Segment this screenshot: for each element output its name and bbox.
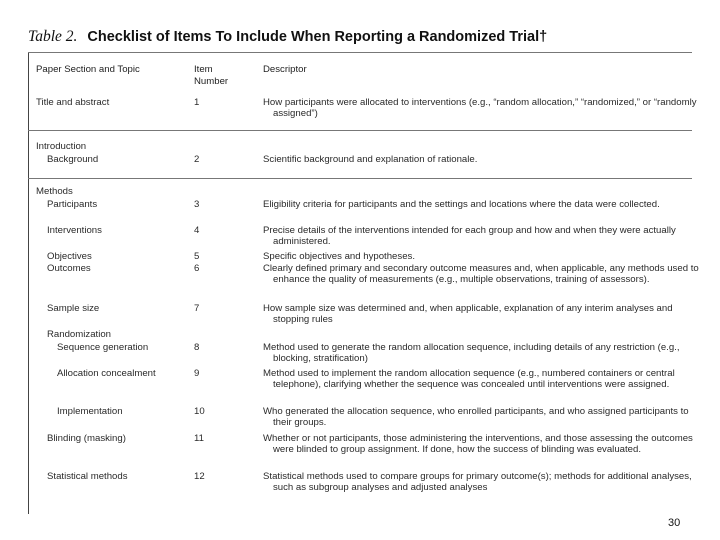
row-item: 11 xyxy=(194,433,204,444)
table-title xyxy=(28,28,547,46)
row-descriptor: Method used to generate the random allocation sequence, including details of any restriction (e.g., blocking, stratification) xyxy=(263,342,680,364)
section-introduction: Introduction xyxy=(36,141,87,152)
row-topic: Objectives xyxy=(47,251,92,262)
row-item: 12 xyxy=(194,471,205,482)
row-descriptor: Specific objectives and hypotheses. xyxy=(263,251,415,262)
row-item: 7 xyxy=(194,303,200,314)
row-item: 1 xyxy=(194,97,200,108)
header-section-topic: Paper Section and Topic xyxy=(36,64,140,75)
table-number: Table 2. xyxy=(28,28,78,45)
row-topic: Title and abstract xyxy=(36,97,110,108)
row-topic: Interventions xyxy=(47,225,102,236)
row-descriptor: Precise details of the interventions intended for each group and how and when they were actually administered. xyxy=(263,225,676,247)
row-item: 9 xyxy=(194,368,200,379)
row-item: 8 xyxy=(194,342,200,353)
table-left-border xyxy=(28,52,29,514)
row-item: 6 xyxy=(194,263,200,274)
row-descriptor: Statistical methods used to compare groups for primary outcome(s); methods for additional analyses, such as subgroup analyses and adjusted analyses xyxy=(263,471,692,493)
row-descriptor: Who generated the allocation sequence, who enrolled participants, and who assigned participants to their groups. xyxy=(263,406,689,428)
row-topic: Participants xyxy=(47,199,98,210)
row-descriptor: Scientific background and explanation of rationale. xyxy=(263,154,478,165)
row-descriptor: Method used to implement the random allocation sequence (e.g., numbered containers or central telephone), clarifying whether the sequence was concealed until interventions were assigned. xyxy=(263,368,675,390)
header-item-number-line2: Number xyxy=(194,76,229,87)
header-item-number-line1: Item xyxy=(194,64,213,75)
row-topic: Outcomes xyxy=(47,263,91,274)
row-topic: Sample size xyxy=(47,303,100,314)
row-descriptor: How sample size was determined and, when applicable, explanation of any interim analyses and stopping rules xyxy=(263,303,673,325)
table-title-text: Checklist of Items To Include When Reporting a Randomized Trial† xyxy=(87,29,548,45)
row-item: 5 xyxy=(194,251,200,262)
page-number: 30 xyxy=(668,517,681,529)
section-methods: Methods xyxy=(36,186,73,197)
section-randomization: Randomization xyxy=(47,329,111,340)
row-topic: Allocation concealment xyxy=(57,368,156,379)
header-descriptor: Descriptor xyxy=(263,64,307,75)
row-topic: Blinding (masking) xyxy=(47,433,126,444)
row-descriptor: Clearly defined primary and secondary outcome measures and, when applicable, any methods used to enhance the quality of measurements (e.g., multiple observations, training of assessors). xyxy=(263,263,699,285)
row-topic: Implementation xyxy=(57,406,123,417)
section-rule-introduction xyxy=(28,130,692,131)
row-item: 10 xyxy=(194,406,205,417)
row-item: 2 xyxy=(194,154,200,165)
row-descriptor: Eligibility criteria for participants and the settings and locations where the data were collected. xyxy=(263,199,660,210)
row-item: 3 xyxy=(194,199,200,210)
row-descriptor: How participants were allocated to interventions (e.g., “random allocation,” “randomized,” or “randomly assigned”) xyxy=(263,97,697,119)
row-descriptor: Whether or not participants, those administering the interventions, and those assessing the outcomes were blinded to group assignment. If done, how the success of blinding was evaluated. xyxy=(263,433,693,455)
row-item: 4 xyxy=(194,225,200,236)
row-topic: Background xyxy=(47,154,99,165)
table-top-rule xyxy=(28,52,692,53)
row-topic: Sequence generation xyxy=(57,342,149,353)
section-rule-methods xyxy=(28,178,692,179)
row-topic: Statistical methods xyxy=(47,471,128,482)
